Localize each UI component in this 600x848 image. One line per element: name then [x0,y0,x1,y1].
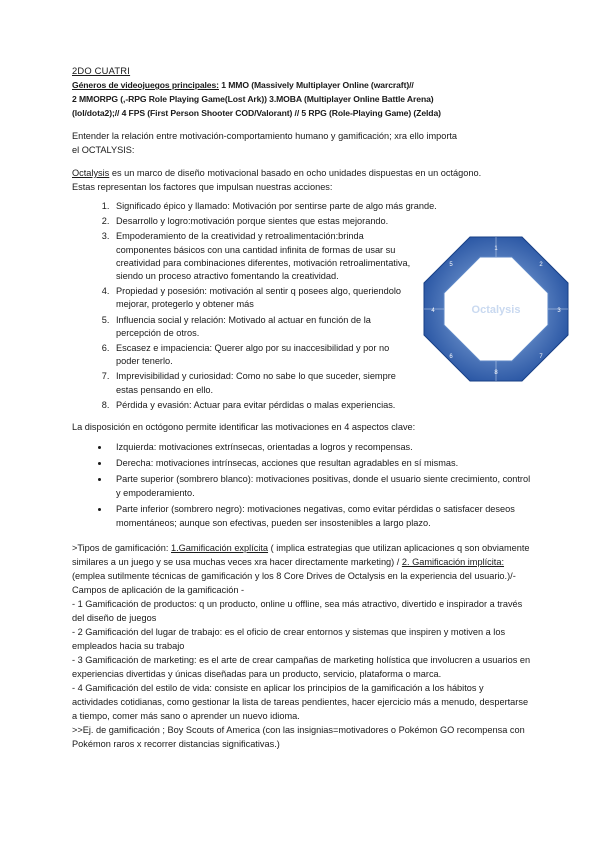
explicit-gamification-label: 1.Gamificación explícita [171,543,269,554]
field-item: - 1 Gamificación de productos: q un producto, online u offline, sea más atractivo, divertido e inspirador a través del diseño de juegos [72,599,523,624]
intro-line-1: Entender la relación entre motivación-comportamiento humano y gamificación; xra ello importa [72,131,458,141]
core-drive-item: 4. Propiedad y posesión: motivación al sentir q posees algo, queriendolo mejorar, protegerlo y obtener más [112,285,412,311]
octalysis-definition [72,166,532,180]
octagon-number: 4 [431,308,435,314]
genres-text-1: 1 MMO (Massively Multiplayer Online (warcraft)// [221,80,414,90]
intro-line-2: el OCTALYSIS: [72,145,135,155]
octalysis-octagon-figure [420,233,572,385]
core-drive-item: 8. Pérdida y evasión: Actuar para evitar pérdidas o malas experiencias. [112,399,412,412]
field-item: - 3 Gamificación de marketing: es el arte de crear campañas de marketing holística que involucren a usuarios en experiencias divertidas y únicas diseñadas para un producto, servicio, plataforma o marca. [72,655,531,680]
genres-label: Géneros de videojuegos principales: [72,80,219,90]
document-page [72,64,532,751]
octagon-number: 6 [449,354,453,360]
types-paragraph: >Tipos de gamificación: 1.Gamificación explícita ( implica estrategias que utilizan aplicaciones q son obviamente similares a un juego y se usa muchas veces xra hacer directamente marketing) / 2. Gamificación implícita: (emplea sutilmente técnicas de gamificación y los 8 Core Drives de Octalysis en la experiencia del usuario.)/- Campos de aplicación de la gamificación - [72,543,530,596]
octagon-number: 8 [494,370,498,376]
octagon-number: 2 [539,262,543,268]
page-title: 2DO CUATRI [72,65,131,76]
octalysis-center-label: Octalysis [471,304,521,316]
core-drive-item: 7. Imprevisibilidad y curiosidad: Como no sabe lo que suceder, siempre estas pensando en ello. [112,370,412,396]
aspect-item: • Parte inferior (sombrero negro): motivaciones negativas, como evitar pérdidas o satisfacer deseos momentáneos; aunque son efectivas, pueden ser insostenibles a largo plazo. [110,502,532,530]
genres-line-1 [72,78,532,92]
genres-line-2: 2 MMORPG (,-RPG Role Playing Game(Lost Ark)) 3.MOBA (Multiplayer Online Battle Arena) [72,94,434,104]
genres-line-3: (lol/dota2);// 4 FPS (First Person Shooter COD/Valorant) // 5 RPG (Role-Playing Game) (Zelda) [72,108,441,118]
octagon-number: 7 [539,354,543,360]
octalysis-def-rest: es un marco de diseño motivacional basado en ocho unidades dispuestas en un octágono. [109,168,482,178]
example-line: >>Ej. de gamificación ; Boy Scouts of America (con las insignias=motivadores o Pokémon GO recompensa con Pokémon raros x recorrer distancias significativas.) [72,725,525,750]
octalysis-term: Octalysis [72,168,110,178]
core-drive-item: 1. Significado épico y llamado: Motivación por sentirse parte de algo más grande. [112,200,536,213]
aspects-intro: La disposición en octógono permite identificar las motivaciones en 4 aspectos clave: [72,422,416,433]
aspect-item: • Derecha: motivaciones intrínsecas, acciones que resultan agradables en sí mismas. [110,456,532,470]
octalysis-def-line-2: Estas representan los factores que impulsan nuestras acciones: [72,182,333,192]
core-drive-item: 6. Escasez e impaciencia: Querer algo por su inaccesibilidad y por no poder tenerlo. [112,342,412,368]
octagon-number: 3 [557,308,561,314]
implicit-gamification-label: 2. Gamificación implícita: [401,557,505,568]
octagon-number: 5 [449,262,453,268]
core-drives-list [72,200,437,412]
field-item: - 2 Gamificación del lugar de trabajo: es el oficio de crear entornos y sistemas que inspiren y motiven a los empleados hacia su trabajo [72,627,506,652]
octagon-number: 1 [494,246,498,252]
aspect-item: • Parte superior (sombrero blanco): motivaciones positivas, donde el usuario siente crecimiento, control y empoderamiento. [110,472,532,500]
field-item: - 4 Gamificación del estilo de vida: consiste en aplicar los principios de la gamificación a los hábitos y actividades cotidianas, como gestionar la lista de tareas pendientes, hacer ejercicio más a menudo, despertarse a tiempo, comer más sano o aprender un nuevo idioma. [72,683,529,722]
core-drive-item: 5. Influencia social y relación: Motivado al actuar en función de la percepción de otros. [112,314,412,340]
core-drive-item: 2. Desarrollo y logro:motivación porque sientes que estas mejorando. [112,215,412,228]
core-drive-item: 3. Empoderamiento de la creatividad y retroalimentación:brinda componentes básicos con una cantidad infinita de formas de usar su creatividad para combinaciones diferentes, motivación retroalimentativa, siendo un proceso atractivo fomentando la creatividad. [112,230,412,283]
aspects-list [72,440,532,530]
aspect-item: • Izquierda: motivaciones extrínsecas, orientadas a logros y recompensas. [110,440,532,454]
